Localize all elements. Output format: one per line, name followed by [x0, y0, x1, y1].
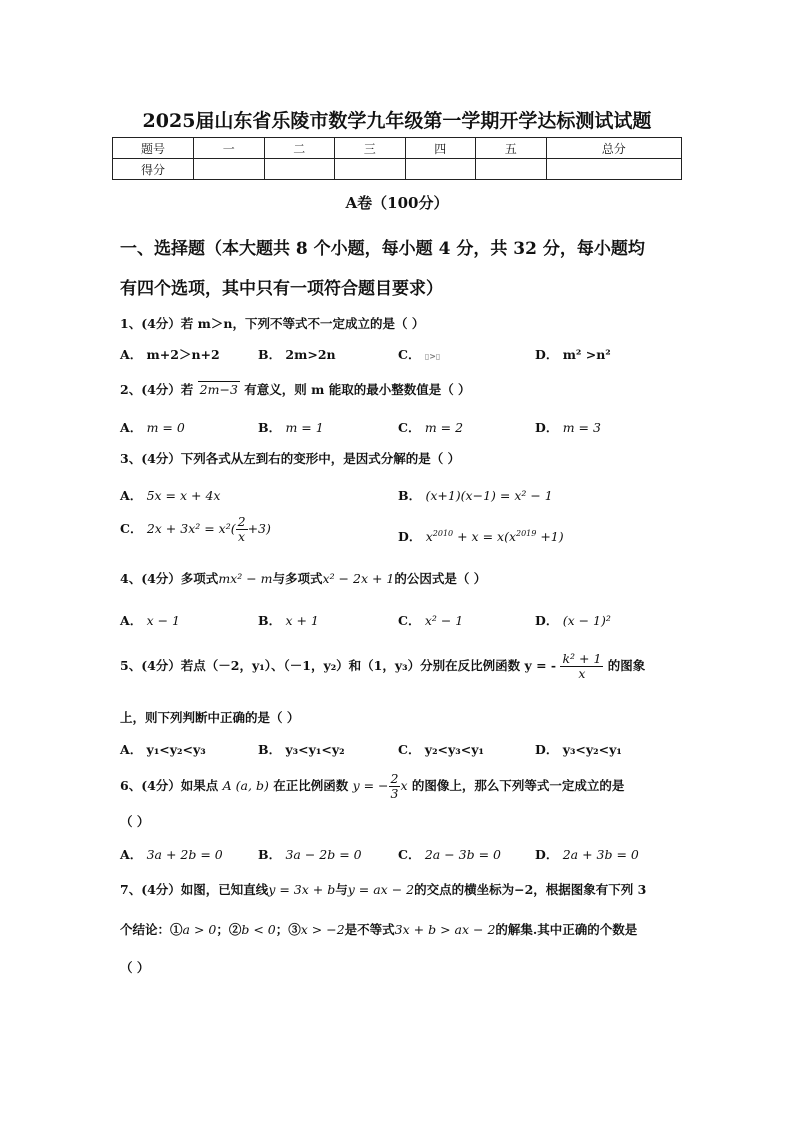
- q1-option-c-label: C．: [398, 347, 425, 362]
- q6-stem-mid: 在正比例函数: [273, 778, 349, 793]
- score-header-cell: 五: [476, 138, 547, 159]
- q3-d-exponent-2: 2019: [516, 528, 537, 538]
- q6-b-expr: 3a − 2b = 0: [285, 847, 362, 862]
- question-6-stem: [120, 772, 624, 801]
- score-table-header-row: [113, 138, 682, 159]
- q3-c-label: C．: [120, 521, 143, 536]
- q6-d-label: D．: [535, 847, 559, 862]
- question-4-stem: [120, 569, 486, 587]
- q6-option-a: [120, 845, 223, 863]
- q3-c-expr-post: +3): [247, 521, 271, 536]
- q7-line-b: y = ax − 2: [347, 882, 415, 897]
- q2-option-d: [535, 418, 601, 436]
- q6-c-label: C．: [398, 847, 421, 862]
- q6-option-d: [535, 845, 639, 863]
- page-title: 2025届山东省乐陵市数学九年级第一学期开学达标测试试题: [142, 110, 652, 132]
- score-header-cell: 总分: [546, 138, 682, 159]
- q3-d-expr-base: x: [425, 529, 433, 544]
- q3-option-d: [398, 527, 564, 545]
- q2-c-expr: m = 2: [424, 420, 464, 435]
- q2-b-expr: m = 1: [285, 420, 324, 435]
- q6-b-label: B．: [258, 847, 282, 862]
- q7-l2-pre: 个结论：①: [120, 922, 183, 937]
- q3-d-label: D．: [398, 529, 422, 544]
- q7-sep-1: ；②: [216, 922, 242, 937]
- fraction-denominator: 3: [390, 786, 399, 801]
- q4-d-expr: (x − 1)²: [562, 613, 611, 628]
- score-cell: [335, 159, 406, 180]
- fraction-numerator: k² + 1: [562, 651, 602, 666]
- q2-option-b: [258, 418, 324, 436]
- fraction-numerator: 2: [237, 514, 246, 529]
- q3-d-expr-post: +1): [536, 529, 564, 544]
- q3-option-c: [120, 515, 271, 544]
- paper-label: A卷（100分）: [345, 194, 449, 212]
- q2-b-label: B．: [258, 420, 282, 435]
- q7-conclusion-2: b < 0: [241, 922, 276, 937]
- question-7-stem: [120, 880, 646, 898]
- q6-stem-pre: 6、(4分）如果点: [120, 778, 219, 793]
- score-cell: [546, 159, 682, 180]
- q7-inequality: 3x + b > ax − 2: [394, 922, 496, 937]
- question-5-stem: [120, 652, 645, 681]
- score-header-cell: 二: [264, 138, 335, 159]
- q5-option-d: D． y₃<y₂<y₁: [535, 742, 622, 757]
- q2-c-label: C．: [398, 420, 421, 435]
- q4-b-label: B．: [258, 613, 282, 628]
- score-table-score-row: [113, 159, 682, 180]
- q7-l2-mid: 是不等式: [344, 922, 395, 937]
- question-2-stem: [120, 380, 471, 398]
- q1-option-b: B． 2m>2n: [258, 347, 336, 362]
- q5-stem-pre: 5、(4分）若点（－2，y₁）、（－1，y₂）和（1，y₃）分别在反比例函数 y = -: [120, 658, 557, 673]
- q4-a-label: A．: [120, 613, 143, 628]
- q3-option-a: [120, 486, 220, 504]
- question-7-stem-line2: [120, 920, 637, 938]
- q3-c-fraction: [236, 515, 248, 544]
- q2-a-label: A．: [120, 420, 143, 435]
- q3-c-expr-pre: 2x + 3x² = x²(: [146, 521, 236, 536]
- q6-a-expr: 3a + 2b = 0: [146, 847, 223, 862]
- q2-d-expr: m = 3: [562, 420, 601, 435]
- q1-option-c-garbled-expression: ▯>▯: [424, 351, 441, 361]
- q4-b-expr: x + 1: [285, 613, 319, 628]
- q6-option-c: [398, 845, 501, 863]
- q6-func-pre: y = −: [352, 778, 389, 793]
- q1-option-a: A． m+2＞n+2: [120, 347, 220, 362]
- section-heading-line1: 一、选择题（本大题共 8 个小题，每小题 4 分，共 32 分，每小题均: [120, 239, 645, 259]
- sqrt-radicand: 2m−3: [199, 382, 238, 397]
- q1-option-c: [398, 345, 440, 363]
- q7-conclusion-3: x > −2: [300, 922, 345, 937]
- q4-stem-mid: 与多项式: [272, 571, 323, 586]
- question-6-stem-line2: （ ）: [120, 814, 150, 829]
- q6-point: A (a, b): [222, 778, 269, 793]
- q4-c-label: C．: [398, 613, 421, 628]
- q5-option-c: C． y₂<y₃<y₁: [398, 742, 484, 757]
- q1-option-d: D． m² >n²: [535, 347, 611, 362]
- q4-option-c: [398, 611, 463, 629]
- q7-stem-pre: 7、(4分）如图，已知直线: [120, 882, 269, 897]
- q4-stem-pre: 4、(4分）多项式: [120, 571, 219, 586]
- score-header-cell: 三: [335, 138, 406, 159]
- q3-option-b: [398, 486, 553, 504]
- fraction-denominator: x: [238, 529, 246, 544]
- question-7-stem-line3: （ ）: [120, 960, 150, 975]
- q4-option-d: [535, 611, 611, 629]
- score-row-label: 得分: [113, 159, 194, 180]
- q2-option-c: [398, 418, 463, 436]
- q7-l2-post: 的解集.其中正确的个数是: [495, 922, 638, 937]
- q4-c-expr: x² − 1: [424, 613, 464, 628]
- q3-b-label: B．: [398, 488, 422, 503]
- fraction-numerator: 2: [390, 771, 399, 786]
- question-5-stem-line2: 上，则下列判断中正确的是（ ）: [120, 710, 300, 725]
- section-heading-line2: 有四个选项，其中只有一项符合题目要求）: [120, 279, 443, 299]
- question-1-stem: 1、(4分）若 m＞n，下列不等式不一定成立的是（ ）: [120, 316, 425, 331]
- fraction-denominator: x: [578, 666, 586, 681]
- q5-stem-post: 的图象: [607, 658, 646, 673]
- score-table: [112, 137, 682, 180]
- score-cell: [194, 159, 265, 180]
- sqrt-expression: [198, 381, 240, 397]
- q5-option-b: B． y₃<y₁<y₂: [258, 742, 345, 757]
- q4-option-a: [120, 611, 180, 629]
- q4-d-label: D．: [535, 613, 559, 628]
- q5-option-a: A． y₁<y₂<y₃: [120, 742, 206, 757]
- q2-a-expr: m = 0: [146, 420, 185, 435]
- q7-stem-mid: 与: [335, 882, 348, 897]
- q7-stem-post: 的交点的横坐标为−2，根据图象有下列 3: [414, 882, 647, 897]
- q4-a-expr: x − 1: [146, 613, 180, 628]
- q7-sep-2: ；③: [275, 922, 301, 937]
- q3-a-expr: 5x = x + 4x: [146, 488, 221, 503]
- q6-func-post: x: [400, 778, 408, 793]
- q6-option-b: [258, 845, 362, 863]
- score-cell: [264, 159, 335, 180]
- score-header-cell: 题号: [113, 138, 194, 159]
- q6-d-expr: 2a + 3b = 0: [562, 847, 639, 862]
- score-header-cell: 一: [194, 138, 265, 159]
- q2-stem-post: 有意义，则 m 能取的最小整数值是（ ）: [244, 382, 471, 397]
- q6-stem-post: 的图像上，那么下列等式一定成立的是: [411, 778, 625, 793]
- q6-fraction: [389, 772, 401, 801]
- q3-a-label: A．: [120, 488, 143, 503]
- q6-a-label: A．: [120, 847, 143, 862]
- score-cell: [405, 159, 476, 180]
- q4-option-b: [258, 611, 319, 629]
- score-header-cell: 四: [405, 138, 476, 159]
- q2-option-a: [120, 418, 185, 436]
- question-3-stem: 3、(4分）下列各式从左到右的变形中，是因式分解的是（ ）: [120, 451, 461, 466]
- q3-d-exponent-1: 2010: [432, 528, 454, 538]
- q4-expr-2: x² − 2x + 1: [322, 571, 395, 586]
- q2-stem-pre: 2、(4分）若: [120, 382, 194, 397]
- q3-d-expr-mid: + x = x(x: [453, 529, 516, 544]
- score-cell: [476, 159, 547, 180]
- q3-b-expr: (x+1)(x−1) = x² − 1: [425, 488, 553, 503]
- q7-conclusion-1: a > 0: [182, 922, 217, 937]
- q2-d-label: D．: [535, 420, 559, 435]
- q4-expr-1: mx² − m: [218, 571, 273, 586]
- q4-stem-post: 的公因式是（ ）: [394, 571, 487, 586]
- q7-line-a: y = 3x + b: [268, 882, 336, 897]
- q6-c-expr: 2a − 3b = 0: [424, 847, 501, 862]
- q5-fraction: [560, 652, 603, 681]
